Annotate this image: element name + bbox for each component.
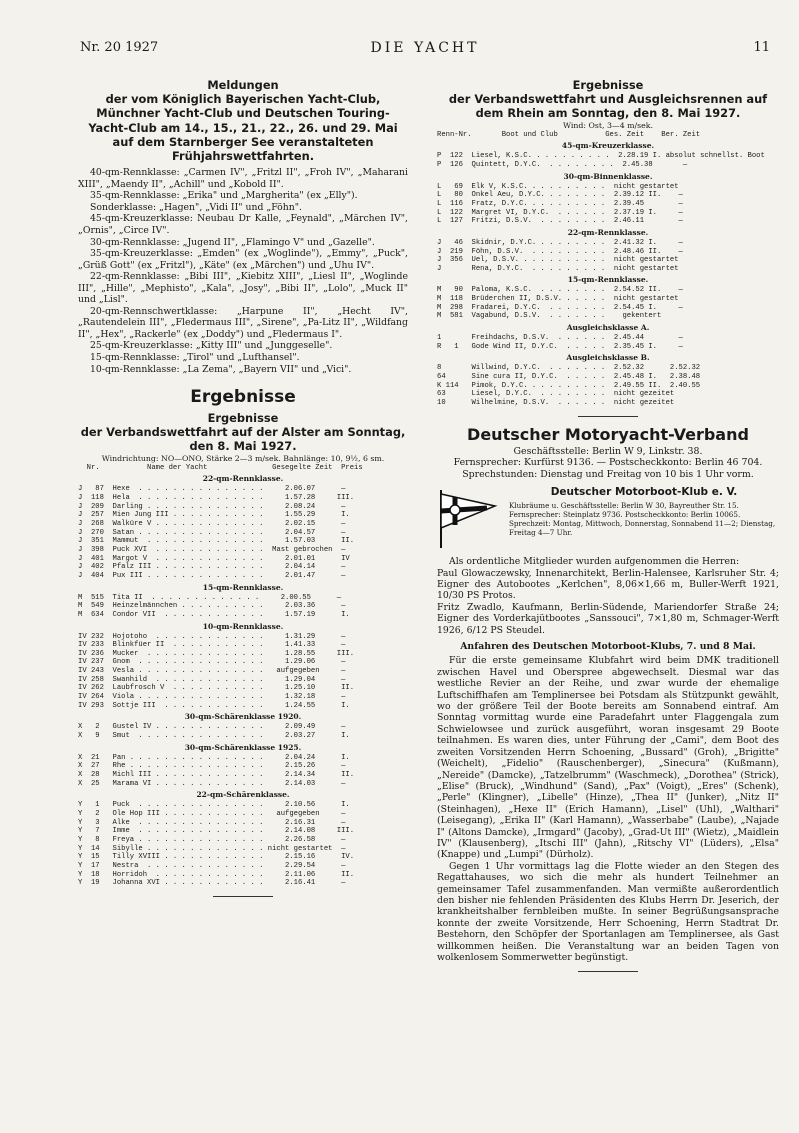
class-title: 30-qm-Schärenklasse 1920. (184, 712, 302, 722)
class-rows: 1 Freihdachs, D.S.V. . . . . . . 2.45.44 — R 1 Gode Wind II, D.Y.C. . . . . . 2.35.45 I. — (437, 334, 683, 351)
meldung-item: 45-qm-Kreuzerklasse: Neubau Dr Kalle, „Feynald", „Märchen IV", „Ornis", „Circe IV". (78, 213, 408, 236)
page-number: 11 (753, 40, 770, 55)
rhein-results (437, 141, 779, 407)
class-rows: X 2 Gustel IV . . . . . . . . . . . . . 2.09.49 — X 9 Smut . . . . . . . . . . . . . . . 2.03.27 I. (78, 723, 350, 741)
dmv-info-line: Fernsprecher: Kurfürst 9136. — Postscheckkonto: Berlin 46 704. (453, 457, 763, 469)
class-title: Ausgleichsklasse A. (566, 323, 650, 333)
dmk-info: Klubräume u. Geschäftsstelle: Berlin W 30, Bayreuther Str. 15. Fernsprecher: Steinplatz 9736. Postscheckkonto: Berlin 10065. Sprechzeit: Montag, Mittwoch, Donnerstag, Sonnabend 11—2; Dienstag, Freitag 4—7 Uhr. (509, 501, 776, 538)
dmk-title: Deutscher Motorboot-Klub e. V. (550, 486, 738, 499)
class-title: 30-qm-Schärenklasse 1925. (184, 742, 302, 752)
meldungen-title: Meldungen der vom Königlich Bayerischen Yacht-Club, Münchner Yacht-Club und Deutschen Touring-Yacht-Club am 14., 15., 21., 22., 26. und 29. Mai auf dem Starnberger See veranstalteten Frühjahrswettfahrten. (88, 78, 398, 164)
meldung-item: 22-qm-Rennklasse: „Bibi III", „Kiebitz XIII", „Liesl II", „Woglinde III", „Hille", „Mephisto", „Kala", „Josy", „Bibi II", „Lolo", „Muck II" und „Lisl". (78, 271, 408, 306)
class-rows: L 69 Elk V, K.S.C. . . . . . . . . . nicht gestartet L 80 Onkel Aeu, D.Y.C. . . . . . . . 2.39.12 II. — L 116 Fratz, D.Y.C. . . . . . . . . . 2.39.45 — L 122 Margret VI, D.Y.C. . . . . . . 2.37.19 I. — L 127 Fritzi, D.S.V. . . . . . . . . 2.46.11 — (437, 182, 683, 226)
member-entry: Fritz Zwadlo, Kaufmann, Berlin-Südende, Mariendorfer Straße 24; Eigner des Vorderkajütbootes „Sanssouci", 7×1,80 m, Schmager-Werft 1926, 6/12 PS Steudel. (437, 601, 779, 636)
class-rows: IV 232 Hojotoho . . . . . . . . . . . . . 1.31.29 — IV 233 Blinkfüer II . . . . . . . . . . . 1.41.33 — IV 236 Mucker . . . . . . . . . . . . . . 1.28.55 III. IV 237 Gnom . . . . . . . . . . . . . . . 1.29.06 — IV 243 Vesla . . . . . . . . . . . . . . . aufgegeben — IV 258 Swanhild . . . . . . . . . . . . . 1.29.04 — IV 262 Laubfrosch V . . . . . . . . . . . 1.25.10 II. IV 264 Viola . . . . . . . . . . . . . . . 1.32.18 — IV 293 Sottje III . . . . . . . . . . . . 1.24.55 I. (78, 632, 355, 710)
anfahren-title: Anfahren des Deutschen Motorboot-Klubs, 7. und 8 Mai. (460, 641, 756, 653)
anfahren-paragraph: Für die erste gemeinsame Klubfahrt wird beim DMK traditionell zwischen Havel und Oberspree abgewechselt. Diesmal war das westliche Revier an der Reihe, und zwar wurde der ehemalige Luftschiffhafen am Templinersee bei Potsdam als Stützpunkt gewählt, wo der größere Teil der Boote bereits am Sonnabend eintraf. Am Sonntag vormittag wurde eine Paradefahrt unter Flaggengala zum Schwielowsee und zurück ausgeführt, woran insgesamt 29 Boote teilnahmen. Es waren dies, unter Führung der „Cami", dem Boot des zweiten Vorsitzenden Herrn Schoening, „Bussard" (Groh), „Brigitte" (Weichelt), „Fidelio" (Rauschenberger), „Sinecura" (Kußmann), „Nereide" (Damcke), „Tatzelbrumm" (Waschmeck), „Dorothea" (Strick), „Elise" (Bruck), „Windhund" (Sand), „Pax" (Voigt), „Eres" (Schenk), „Perle" (Klingner), „Libelle" (Hinze), „Thea II" (Junker), „Nitz II" (Steinhagen), „Hexe II" (Erich Hamann), „Lisel" (Uhl), „Walthari" (Leisegang), „Erika II" (Karl Hamann), „Wasserbabe" (Laube), „Najade I" (Altons Damcke), „Irmgard" (Jacoby), „Grad-Ut III" (Wietz), „Maidlein IV" (Klausenberg), „Itschi III" (Jahn), „Ritschy VI" (Lüders), „Elsa" (Knappe) und „Lumpi" (Dürholz). (437, 655, 779, 861)
dmv-info-line: Sprechstunden: Dienstag und Freitag von 10 bis 1 Uhr vorm. (462, 468, 754, 480)
anfahren-paragraph: Gegen 1 Uhr vormittags lag die Flotte wieder an den Stegen des Regattahauses, wo sich die mehr als hundert Teilnehmer an gemeinsamer Tafel zusammenfanden. Man vermißte außerordentlich den bisher nie fehlenden Präsidenten des Klubs Herrn Dr. Jeserich, der krankheitshalber fernbleiben mußte. In seiner Begrüßungsansprache konnte der zweite Vorsitzende, Herr Schoening, Herrn Stadtrat Dr. Bestehorn, den Schöpfer der Sportanlagen am Templinersee, als Gast willkommen heißen. Die Veranstaltung war an beiden Tagen von wolkenlosem Sommerwetter begünstigt. (437, 860, 779, 964)
class-title: 15-qm-Rennklasse. (567, 275, 649, 285)
alster-wind: Windrichtung: NO—ONO, Stärke 2—3 m/sek. Bahnlänge: 10, 9½, 6 sm. (101, 453, 385, 463)
rhein-title: Ergebnisse der Verbandswettfahrt und Ausgleichsrennen auf dem Rhein am Sonntag, den 8. Mai 1927. (448, 78, 768, 121)
meldung-item: Sonderklasse: „Hagen", „Vidi II" und „Föhn". (90, 201, 302, 213)
class-title: 10-qm-Rennklasse. (202, 621, 284, 631)
class-rows: M 90 Paloma, K.S.C. . . . . . . . . 2.54.52 II. — M 118 Brüderchen II, D.S.V. . . . . . nicht gestartet M 298 Fradarei, D.Y.C. . . . . . . . 2.54.45 I. — M 581 Vagabund, D.S.V. . . . . . . . gekentert (437, 286, 683, 321)
class-title: 45-qm-Kreuzerklasse. (561, 141, 655, 151)
meldungen-list (78, 167, 408, 375)
dmk-header (437, 488, 779, 550)
class-rows: P 122 Liesel, K.S.C. . . . . . . . . . 2.28.19 I. absolut schnellst. Boot P 126 Quintett, D.Y.C. . . . . . . . . 2.45.38 — (437, 152, 765, 169)
meldung-item: 35-qm-Rennklasse: „Erika" und „Margherita" (ex „Elly"). (90, 190, 358, 202)
class-title: 22-qm-Rennklasse. (567, 227, 649, 237)
rhein-wind: Wind: Ost, 3—4 m/sek. (562, 120, 653, 130)
meldung-item: 30-qm-Rennklasse: „Jugend II", „Flamingo V" und „Gazelle". (90, 236, 375, 248)
class-rows: 8 Willwind, D.Y.C. . . . . . . . 2.52.32 2.52.32 64 Sine cura II, D.Y.C. . . . . . 2.45.48 I. 2.38.48 K 114 Pimok, D.Y.C. . . . . . . . . . 2.49.55 II. 2.40.55 63 Liesel, D.Y.C. . . . . . . . . nicht gezeitet 10 Wilhelmine, D.S.V. . . . . . . nicht gezeitet (437, 364, 701, 408)
meldung-item: 10-qm-Rennklasse: „La Zema", „Bayern VII" und „Vici". (90, 363, 352, 375)
class-title: 22-qm-Rennklasse. (202, 474, 284, 484)
class-rows: X 21 Pan . . . . . . . . . . . . . . . . 2.04.24 I. X 27 Rhe . . . . . . . . . . . . . . . . 2.15.26 — X 28 Michl III . . . . . . . . . . . . . 2.14.34 II. X 25 Marama VI . . . . . . . . . . . . . 2.14.03 — (78, 753, 355, 788)
class-rows: J 87 Hexe . . . . . . . . . . . . . . . 2.06.07 — J 118 Hela . . . . . . . . . . . . . . . 1.57.28 III. J 209 Darling . . . . . . . . . . . . . . 2.08.24 — J 257 Mien Jung III . . . . . . . . . . . 1.55.29 I. J 268 Walküre V . . . . . . . . . . . . . 2.02.15 — J 270 Satan . . . . . . . . . . . . . . . 2.04.57 — J 351 Mammut . . . . . . . . . . . . . . 1.57.03 II. J 398 Puck XVI . . . . . . . . . . . . . Mast gebrochen — J 401 Margot V . . . . . . . . . . . . . 2.01.01 IV J 402 Pfalz III . . . . . . . . . . . . . 2.04.14 — J 404 Pux III . . . . . . . . . . . . . . 2.01.47 — (78, 485, 355, 580)
section-divider (578, 416, 638, 417)
dmk-text (509, 488, 779, 537)
class-title: 15-qm-Rennklasse. (202, 582, 284, 592)
dmv-title: Deutscher Motoryacht-Verband (467, 424, 749, 444)
right-column (437, 78, 779, 980)
issue-number: Nr. 20 1927 (80, 40, 159, 55)
rhein-table-header: Renn-Nr. Boot und Club Ges. Zeit Ber. Zeit (437, 130, 701, 139)
alster-title: Ergebnisse der Verbandswettfahrt auf der Alster am Sonntag, den 8. Mai 1927. (80, 411, 406, 454)
meldung-item: 25-qm-Kreuzerklasse: „Kitty III" und „Junggeselle". (90, 340, 333, 352)
club-flag-icon (437, 488, 499, 550)
alster-results (78, 474, 408, 888)
meldung-item: 40-qm-Rennklasse: „Carmen IV", „Fritzl II", „Froh IV", „Maharani XIII", „Maendy II", „Achill" und „Kobold II". (78, 167, 408, 190)
class-title: 22-qm-Schärenklasse. (196, 790, 290, 800)
meldung-item: 35-qm-Kreuzerklasse: „Emden" (ex „Woglinde"), „Emmy", „Puck", „Grüß Gott" (ex „Fritzl"), „Käte" (ex „Märchen") und „Uhu IV". (78, 248, 408, 271)
class-title: 30-qm-Binnenklasse. (563, 171, 653, 181)
journal-title: DIE YACHT (370, 40, 480, 56)
class-rows: M 515 Tita II . . . . . . . . . . . . . 2.00.55 — M 549 Heinzelmännchen . . . . . . . . . . 2.03.36 — M 634 Condor VII . . . . . . . . . . . . 1.57.19 I. (78, 593, 350, 619)
members-intro: Als ordentliche Mitglieder wurden aufgenommen die Herren: (449, 556, 740, 568)
meldung-item: 15-qm-Rennklasse: „Tirol" und „Lufthansel". (90, 351, 300, 363)
section-divider (578, 971, 638, 972)
ergebnisse-heading: Ergebnisse (190, 387, 296, 408)
class-rows: J 46 Skidnir, D.Y.C. . . . . . . . . 2.41.32 I. — J 219 Föhn, D.S.V. . . . . . . . . . 2.48.46 II. — J 356 Uel, D.S.V. . . . . . . . . . . nicht gestartet J Rena, D.Y.C. . . . . . . . . . nicht gestartet (437, 238, 683, 273)
class-title: Ausgleichsklasse B. (566, 353, 650, 363)
class-rows: Y 1 Puck . . . . . . . . . . . . . . . 2.10.56 I. Y 2 Ole Hop III . . . . . . . . . . . . aufgegeben — Y 3 Alke . . . . . . . . . . . . . . . 2.16.31 — Y 7 Imme . . . . . . . . . . . . . . . 2.14.08 III. Y 8 Freya . . . . . . . . . . . . . . . 2.26.58 — Y 14 Sibylle . . . . . . . . . . . . . . nicht gestartet — Y 15 Tilly XVIII . . . . . . . . . . . . 2.15.16 IV. Y 17 Nestra . . . . . . . . . . . . . . 2.29.54 — Y 18 Horridoh . . . . . . . . . . . . . 2.11.06 II. Y 19 Johanna XVI . . . . . . . . . . . . 2.16.41 — (78, 801, 355, 888)
left-column (78, 78, 408, 905)
alster-table-header: Nr. Name der Yacht Gesegelte Zeit Preis (78, 463, 363, 472)
member-entry: Paul Glowaczewsky, Innenarchitekt, Berlin-Halensee, Karlsruher Str. 4; Eigner des Autobootes „Kerlchen", 8,06×1,66 m, Buller-Werft 1921, 10/30 PS Protos. (437, 567, 779, 602)
page-header (80, 40, 770, 60)
dmv-info-line: Geschäftsstelle: Berlin W 9, Linkstr. 38. (513, 445, 703, 457)
section-divider (213, 896, 273, 897)
meldung-item: 20-qm-Rennschwertklasse: „Harpune II", „Hecht IV", „Rautendelein III", „Fledermaus III", „Sirene", „Pa-Litz II", „Wildfang II", „Hex", „Rackerle" (ex „Doddy") und „Fledermaus I". (78, 305, 408, 340)
